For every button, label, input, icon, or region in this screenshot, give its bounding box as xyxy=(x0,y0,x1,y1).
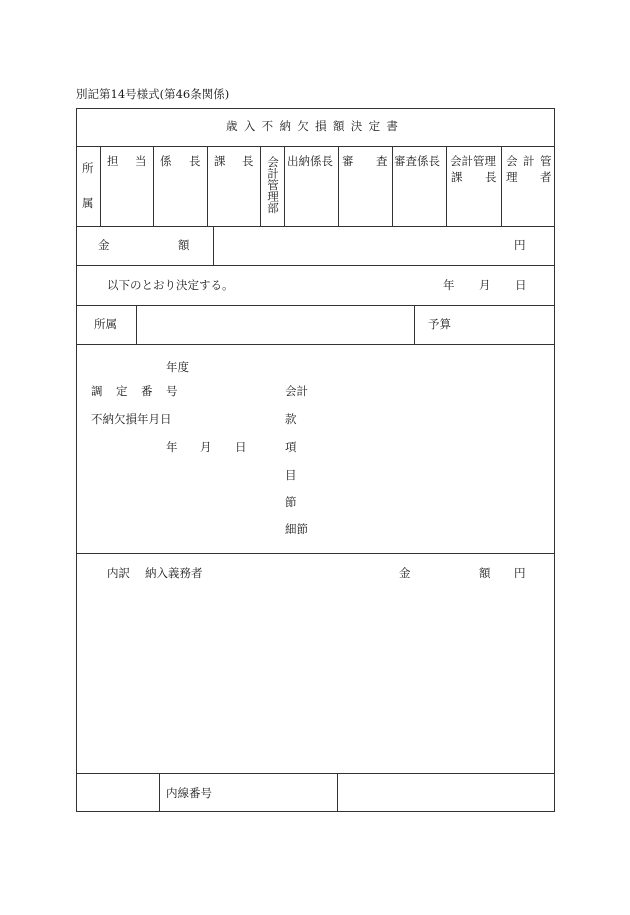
divider xyxy=(76,226,555,227)
divider xyxy=(501,146,502,226)
decision-text: 以下のとおり決定する。 xyxy=(107,278,234,292)
tanto-label-b: 当 xyxy=(135,154,147,168)
divider xyxy=(414,305,415,344)
suitou-kakaricho-label: 出納係長 xyxy=(287,154,333,168)
form-label: 別記第14号様式(第46条関係) xyxy=(76,87,230,101)
divider xyxy=(213,226,214,265)
shinsa-label-b: 査 xyxy=(376,154,388,168)
divider xyxy=(76,553,555,554)
account-label: 会計 xyxy=(285,384,308,398)
fiscal-year-label: 年度 xyxy=(166,360,189,374)
chotei-label-c: 番 xyxy=(141,384,153,398)
tanto-label-a: 担 xyxy=(107,154,119,168)
divider xyxy=(76,773,555,774)
write-off-month: 月 xyxy=(200,440,212,454)
setsu-label: 節 xyxy=(285,495,297,509)
kan-label: 款 xyxy=(285,412,297,426)
budget-label: 予算 xyxy=(428,317,451,331)
breakdown-amount-a: 金 xyxy=(399,566,411,580)
chotei-label-a: 調 xyxy=(91,384,103,398)
shozoku-label-bottom: 属 xyxy=(82,196,94,210)
divider xyxy=(284,146,285,226)
divider xyxy=(100,146,101,226)
chotei-label-d: 号 xyxy=(166,384,178,398)
write-off-day: 日 xyxy=(235,440,247,454)
shinsa-kakaricho-label: 審査係長 xyxy=(394,154,440,168)
divider xyxy=(159,773,160,812)
decision-month: 月 xyxy=(479,278,491,292)
kaikei-kanrisha-line1-b: 計 xyxy=(523,154,535,168)
kaikei-kanri-line1: 会計管理 xyxy=(450,154,496,168)
obligor-label: 納入義務者 xyxy=(145,566,203,580)
kaikei-kanrisha-line2-a: 理 xyxy=(506,170,518,184)
breakdown-amount-b: 額 xyxy=(479,566,491,580)
extension-number-label: 内線番号 xyxy=(166,786,212,800)
divider xyxy=(76,344,555,345)
saisetsu-label: 細節 xyxy=(285,522,308,536)
write-off-date-label: 不納欠損年月日 xyxy=(91,412,172,426)
shinsa-label-a: 審 xyxy=(342,154,354,168)
divider xyxy=(392,146,393,226)
kakaricho-label-b: 長 xyxy=(189,154,201,168)
kakaricho-label-a: 係 xyxy=(160,154,172,168)
decision-year: 年 xyxy=(443,278,455,292)
decision-day: 日 xyxy=(515,278,527,292)
divider xyxy=(260,146,261,226)
breakdown-label: 内訳 xyxy=(107,566,130,580)
divider xyxy=(207,146,208,226)
divider xyxy=(76,305,555,306)
kaikei-kanrisha-line2-b: 者 xyxy=(540,170,552,184)
divider xyxy=(76,146,555,147)
divider xyxy=(337,773,338,812)
amount-label-b: 額 xyxy=(178,238,190,252)
divider xyxy=(136,305,137,344)
divider xyxy=(338,146,339,226)
amount-unit: 円 xyxy=(514,238,526,252)
kacho-label-a: 課 xyxy=(214,154,226,168)
kacho-label-b: 長 xyxy=(242,154,254,168)
kaikei-kanri-line2-a: 課 xyxy=(451,170,463,184)
kaikei-kanrisha-line1-c: 管 xyxy=(540,154,552,168)
form-frame xyxy=(76,108,555,812)
divider xyxy=(446,146,447,226)
shozoku-label-top: 所 xyxy=(82,161,94,175)
kaikei-kanrisha-line1-a: 会 xyxy=(506,154,518,168)
chotei-label-b: 定 xyxy=(116,384,128,398)
amount-label-a: 金 xyxy=(98,238,110,252)
breakdown-yen: 円 xyxy=(514,566,526,580)
kou-label: 項 xyxy=(285,440,297,454)
kaikei-kanribu-label: 会計管理部 xyxy=(266,156,280,214)
dept-label: 所属 xyxy=(94,317,117,331)
divider xyxy=(76,265,555,266)
form-title: 歳入不納欠損額決定書 xyxy=(226,119,405,133)
write-off-year: 年 xyxy=(166,440,178,454)
divider xyxy=(153,146,154,226)
moku-label: 目 xyxy=(285,468,297,482)
kaikei-kanri-line2-b: 長 xyxy=(485,170,497,184)
